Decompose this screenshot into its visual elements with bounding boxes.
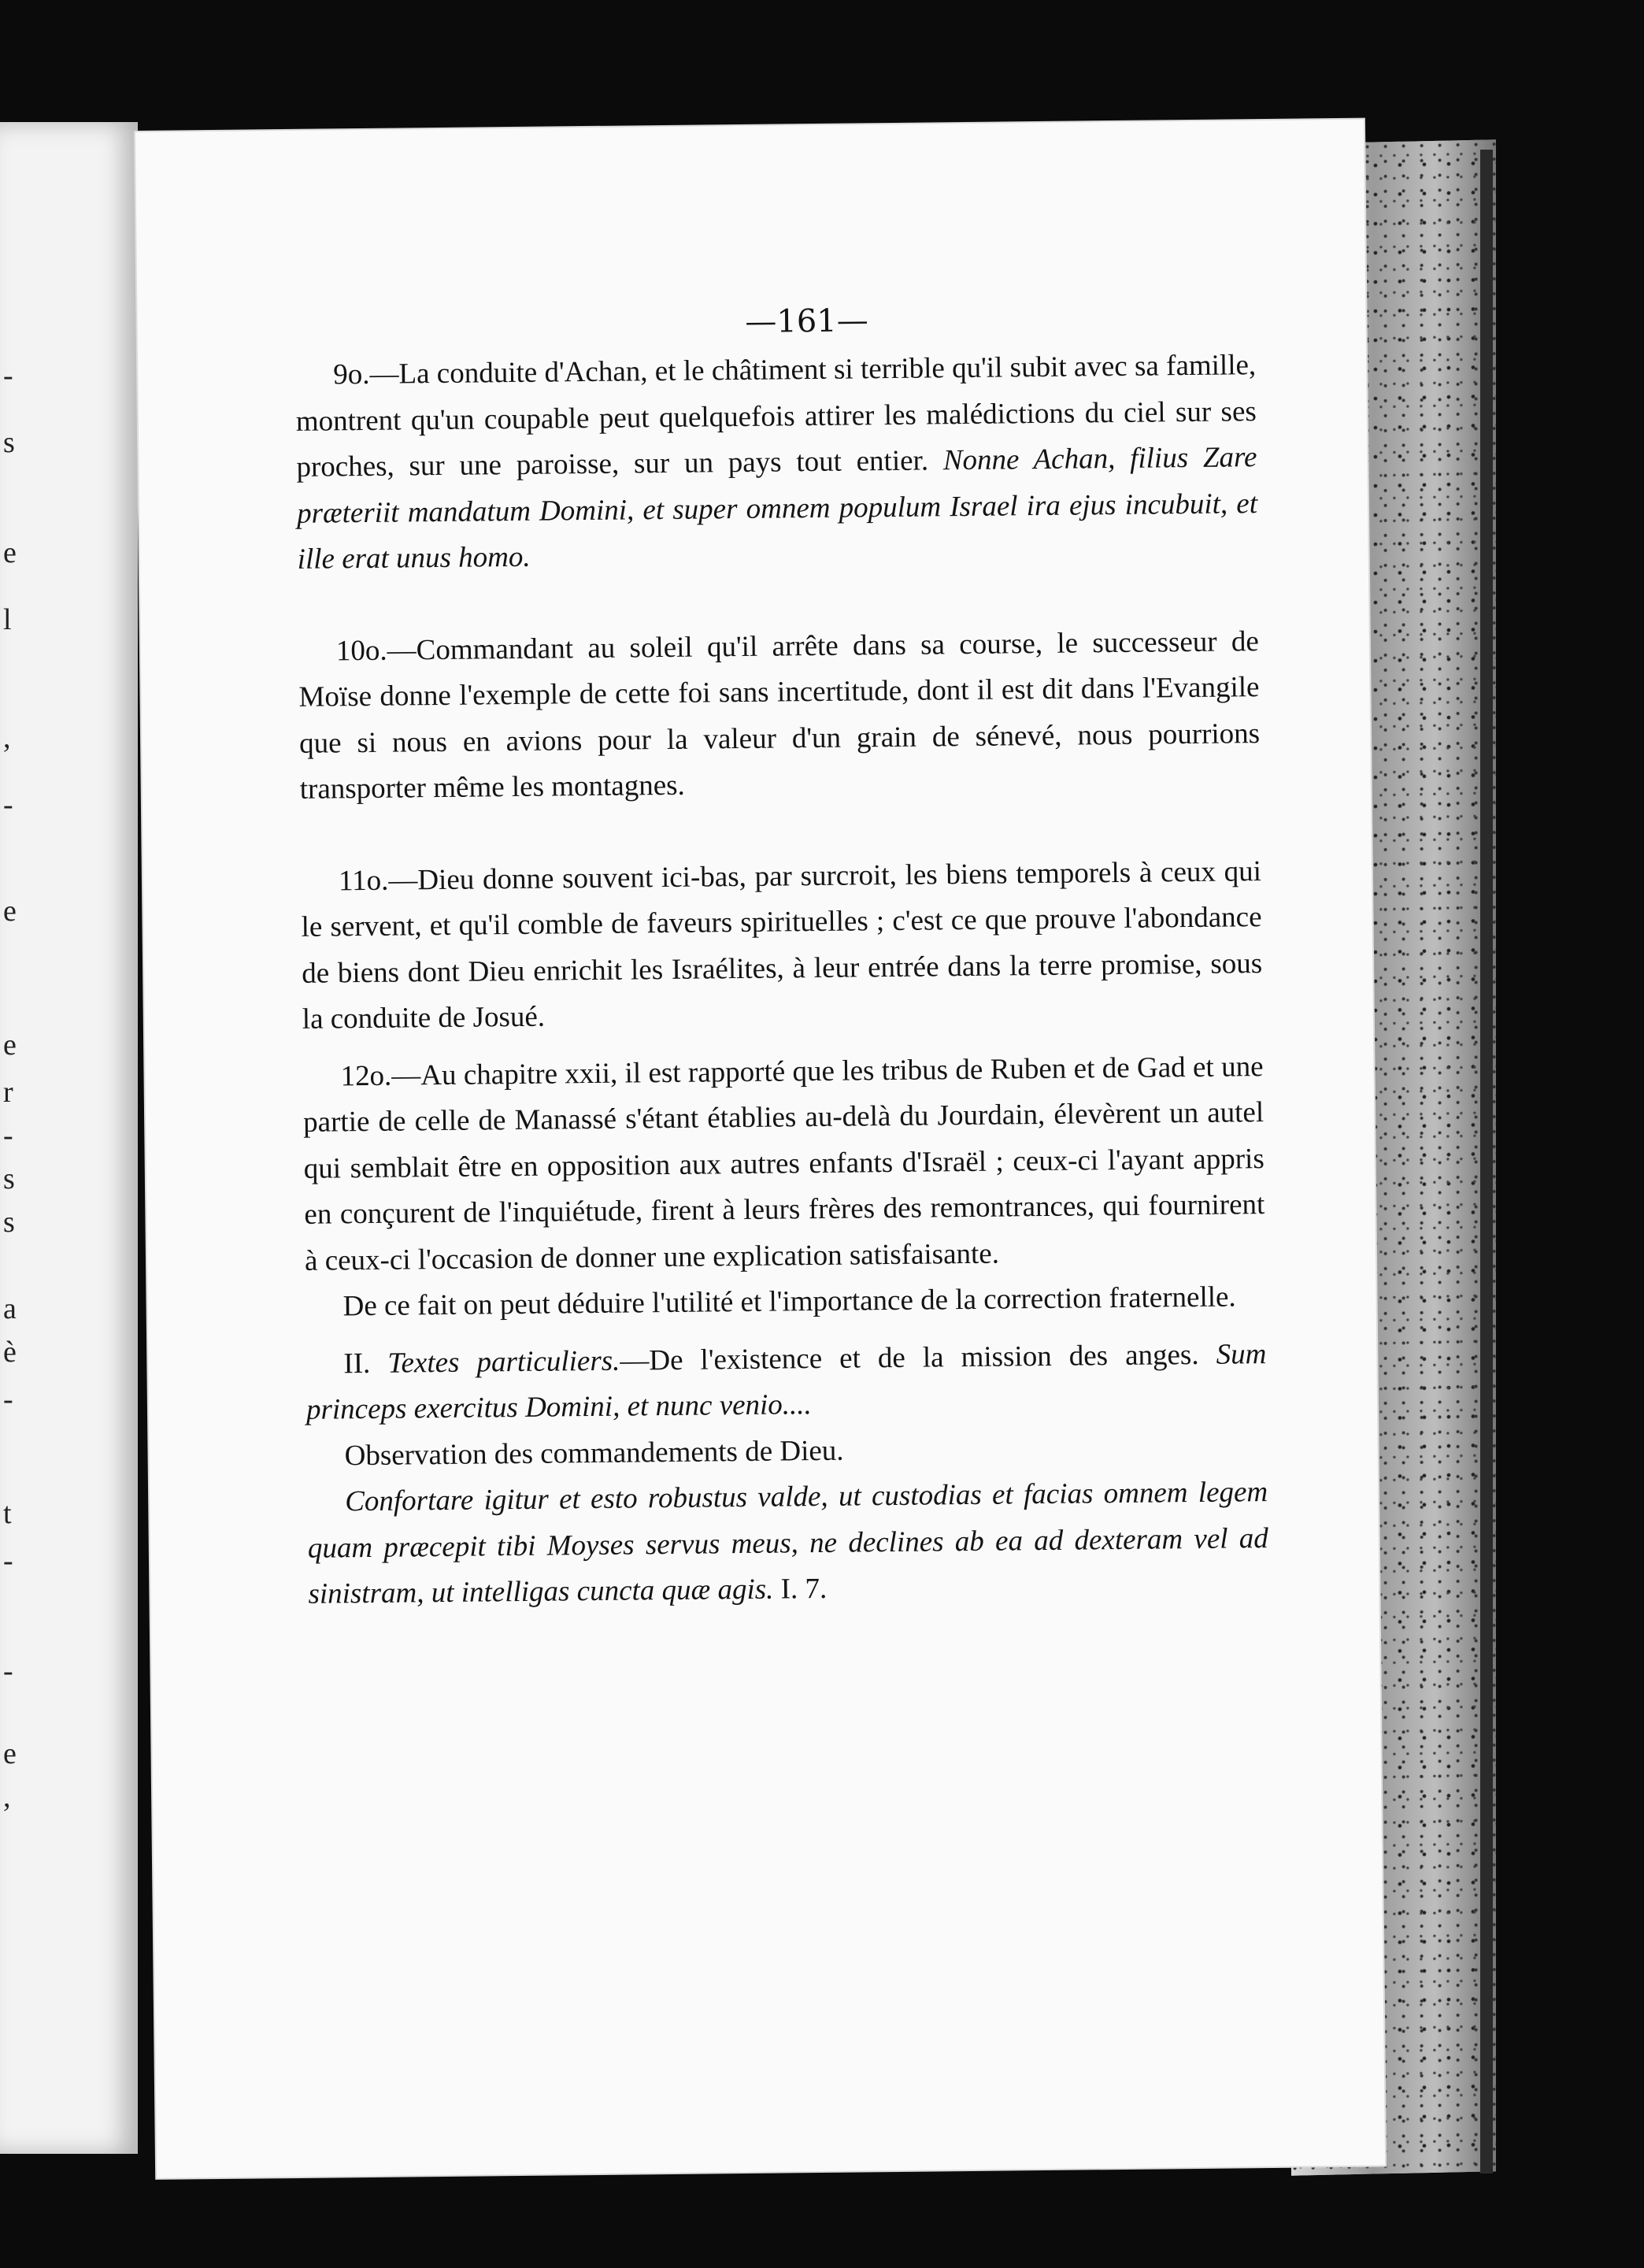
left-page-fragment: - (3, 788, 13, 821)
left-page-fragment: e (3, 1028, 17, 1062)
part-2-number: II. (343, 1347, 388, 1380)
left-page-fragment: s (3, 426, 15, 459)
paragraph-11: 11o.—Dieu donne souvent ici-bas, par surcroit, les biens temporels à ceux qui le servent, et qu'il comble de faveurs spirituelles ; c'est ce que prouve l'abondance de biens dont Dieu enrichit les Israélites, à leur entrée dans la terre promise, sous la conduite de Josué. (301, 854, 1263, 1036)
left-page-fragment: e (3, 1737, 17, 1770)
left-page-fragment: t (3, 1497, 12, 1530)
part-2-heading: Textes particuliers. (387, 1344, 620, 1380)
left-page-fragment: s (3, 1206, 15, 1239)
left-page-fragment: r (3, 1076, 13, 1109)
paragraph-12: 12o.—Au chapitre xxii, il est rapporté que les tribus de Ruben et de Gad et une partie de celle de Manassé s'étant établies au-delà du Jourdain, élevèrent un autel qui semblait être en opposition aux autres enfants d'Israël ; ceux-ci l'ayant appris en conçurent de l'inquiétude, firent à leurs frères des remontrances, qui fournirent à ceux-ci l'occasion de donner une explication satisfaisante. (302, 1050, 1265, 1277)
part-2-latin: Sum princeps exercitus Domini, et nunc venio.... (305, 1337, 1267, 1426)
paragraph-9 (295, 343, 1258, 583)
left-page-fragment: è (3, 1336, 17, 1369)
page-number: —161— (745, 302, 868, 340)
left-page-fragment: s (3, 1162, 15, 1195)
left-page-edge (0, 122, 138, 2154)
left-page-fragment: e (3, 536, 17, 569)
paragraph-12-conclusion: De ce fait on peut déduire l'utilité et l'importance de la correction fraternelle. (342, 1280, 1236, 1323)
part-2-paragraph (305, 1332, 1267, 1434)
paragraph-9-text: 9o.—La conduite d'Achan, et le châtiment si terrible qu'il subit avec sa famille, montrent qu'un coupable peut quelquefois attirer les malédictions du ciel sur ses proches, sur une paroisse, sur un pays tout entier. (295, 349, 1257, 484)
page-block-shadow (1480, 150, 1493, 2174)
left-page-fragment: - (3, 1544, 13, 1577)
observation-line: Observation des commandements de Dieu. (344, 1434, 844, 1472)
latin-quote-text: Confortare igitur et esto robustus valde, ut custodias et facias omnem legem quam præcepit tibi Moyses servus meus, ne declines ab ea ad dexteram vel ad sinistram, ut intelligas cuncta quæ agis. (307, 1476, 1268, 1610)
page-text (294, 294, 1268, 1618)
left-page-fragment: - (3, 359, 13, 392)
latin-quote-reference: I. 7. (773, 1572, 828, 1606)
book-page (135, 120, 1385, 2178)
left-page-fragment: e (3, 895, 17, 928)
part-2-text: —De l'existence et de la mission des anges. (620, 1338, 1216, 1377)
left-page-fragment: a (3, 1292, 17, 1325)
paragraph-9-latin: Nonne Achan, filius Zare præteriit mandatum Domini, et super omnem populum Israel ira ejus incubuit, et ille erat unus homo. (296, 441, 1258, 576)
latin-quote (307, 1469, 1269, 1618)
left-page-fragment: , (3, 721, 11, 754)
left-page-fragment: - (3, 1119, 13, 1152)
paragraph-10: 10o.—Commandant au soleil qu'il arrête dans sa course, le successeur de Moïse donne l'exemple de cette foi sans incertitude, dont il est dit dans l'Evangile que si nous en avions pour la valeur d'un grain de sénevé, nous pourrions transporter même les montagnes. (298, 624, 1261, 806)
left-page-fragment: , (3, 1781, 11, 1814)
left-page-fragment: - (3, 1383, 13, 1416)
left-page-fragment: l (3, 603, 12, 636)
left-page-fragment: - (3, 1655, 13, 1688)
